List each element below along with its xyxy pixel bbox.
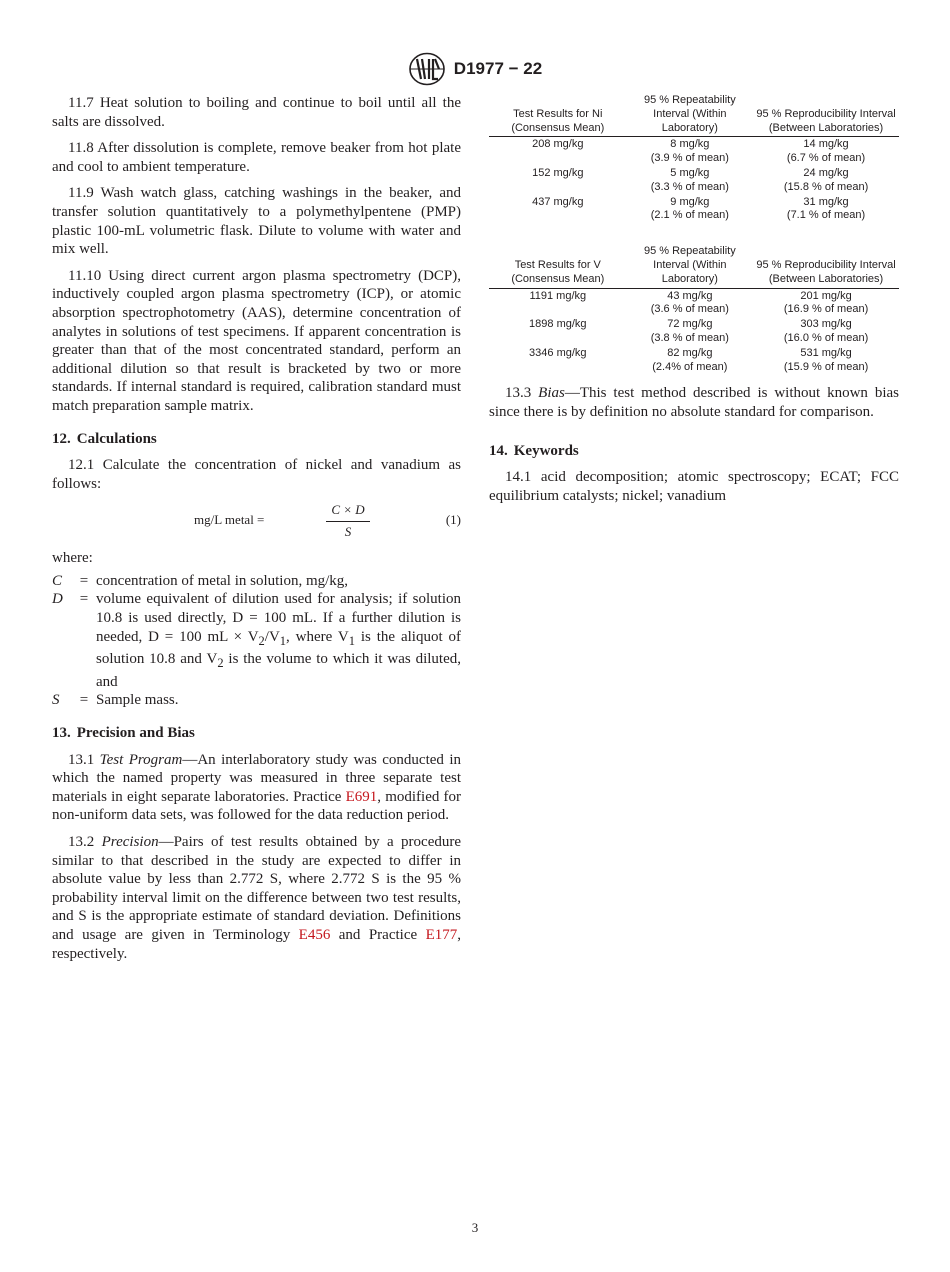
equation-denominator: S bbox=[344, 523, 352, 539]
paragraph-number: 13.2 bbox=[68, 834, 95, 850]
paragraph-label: Test Program bbox=[99, 751, 183, 768]
column-header: 95 % Reproducibility Interval (Between Laboratories) bbox=[753, 94, 899, 137]
column-header: 95 % Repeatability Interval (Within Laboratory) bbox=[627, 245, 754, 288]
mean-cell: 437 mg/kg bbox=[532, 195, 584, 208]
where-item-s bbox=[52, 691, 461, 710]
table-row bbox=[489, 346, 899, 375]
column-header: 95 % Repeatability Interval (Within Laboratory) bbox=[627, 94, 754, 137]
table-row bbox=[489, 288, 899, 317]
nickel-precision-table bbox=[489, 94, 899, 223]
page-header bbox=[0, 52, 950, 86]
value: 5 mg/kg bbox=[670, 166, 710, 179]
symbol-c: C bbox=[52, 572, 63, 589]
value: 31 mg/kg bbox=[803, 195, 849, 208]
value: 72 mg/kg bbox=[667, 318, 713, 331]
percent: (15.8 % of mean) bbox=[783, 180, 869, 193]
value: 24 mg/kg bbox=[803, 166, 849, 179]
percent: (16.0 % of mean) bbox=[783, 331, 869, 344]
paragraph-11-9: 11.9 Wash watch glass, catching washings in the beaker, and transfer solution quantitatively to a polymethylpentene (PMP) plastic 100-mL volumetric flask. Dilute to volume with water and mix well. bbox=[52, 185, 461, 258]
value: 82 mg/kg bbox=[667, 346, 713, 359]
where-label: where: bbox=[52, 550, 93, 567]
paragraph-text: —An interlaboratory study was conducted in which the named property was measured in three separate test materials in eight separate laboratories. Practice bbox=[52, 751, 461, 805]
repeatability-cell bbox=[627, 195, 754, 224]
section-12-title: Calculations bbox=[76, 430, 157, 447]
equation-numerator: C × D bbox=[326, 501, 370, 522]
paragraph-11-10: 11.10 Using direct current argon plasma spectrometry (DCP), inductively coupled argon plasma spectrometry (ICP), or atomic absorption spectrophotometry (AAS), determine concentration of analytes in solutions of test specimens. If apparent concentration is greater than that of the most concentrated standard, perform an additional dilution so that result is bracketed by two or more standards. If internal standard is required, calibration standard must match preparation sample matrix. bbox=[52, 267, 461, 414]
reproducibility-cell bbox=[753, 137, 899, 166]
value: 303 mg/kg bbox=[800, 318, 852, 331]
percent: (3.3 % of mean) bbox=[650, 180, 729, 193]
definition-d-text: /V bbox=[264, 628, 280, 645]
paragraph-11-7: 11.7 Heat solution to boiling and continue to boil until all the salts are dissolved. bbox=[52, 95, 461, 130]
subscript: 1 bbox=[279, 633, 287, 648]
symbol-d: D bbox=[52, 591, 63, 608]
value: 201 mg/kg bbox=[800, 289, 852, 302]
equation-fraction bbox=[326, 501, 370, 541]
definition-s: Sample mass. bbox=[96, 692, 179, 709]
paragraph-text: and Practice bbox=[330, 926, 426, 943]
equation-lhs: mg/L metal = bbox=[194, 512, 265, 528]
mean-cell: 1898 mg/kg bbox=[529, 318, 587, 331]
repeatability-cell bbox=[627, 166, 754, 195]
reproducibility-cell bbox=[753, 288, 899, 317]
percent: (2.1 % of mean) bbox=[650, 209, 729, 222]
symbol-s: S bbox=[52, 692, 60, 709]
section-12-heading bbox=[52, 430, 461, 449]
paragraph-14-1: 14.1 acid decomposition; atomic spectroscopy; ECAT; FCC equilibrium catalysts; nickel; vanadium bbox=[489, 469, 899, 504]
page-number: 3 bbox=[471, 1220, 479, 1235]
table-row bbox=[489, 166, 899, 195]
section-12-number: 12. bbox=[52, 430, 71, 447]
definition-c: concentration of metal in solution, mg/kg, bbox=[96, 572, 349, 589]
column-header: Test Results for V (Consensus Mean) bbox=[489, 245, 627, 288]
repeatability-cell bbox=[627, 288, 754, 317]
link-e177[interactable]: E177 bbox=[425, 926, 458, 943]
definition-d bbox=[96, 590, 461, 691]
paragraph-12-1: 12.1 Calculate the concentration of nickel and vanadium as follows: bbox=[52, 457, 461, 492]
paragraph-number: 13.3 bbox=[505, 385, 532, 402]
definition-d-text: volume equivalent of dilution used for analysis; if solution 10.8 is used directly, D = 100 mL. If a further dilution is needed, D = 100 mL × V bbox=[96, 591, 461, 645]
table-row bbox=[489, 137, 899, 166]
section-14-number: 14. bbox=[489, 442, 508, 459]
table-header-row bbox=[489, 245, 899, 288]
document-id: D1977 − 22 bbox=[453, 59, 543, 78]
percent: (2.4% of mean) bbox=[652, 360, 728, 373]
equals-sign: = bbox=[79, 572, 89, 589]
percent: (15.9 % of mean) bbox=[783, 360, 869, 373]
definition-d-text: is the volume to which it was diluted, and bbox=[96, 651, 461, 690]
subscript: 1 bbox=[348, 633, 355, 648]
astm-logo-icon bbox=[408, 52, 446, 86]
percent: (7.1 % of mean) bbox=[786, 209, 866, 222]
percent: (3.6 % of mean) bbox=[650, 303, 729, 316]
repeatability-cell bbox=[627, 346, 754, 375]
equals-sign: = bbox=[79, 692, 89, 709]
paragraph-text: —Pairs of test results obtained by a procedure similar to that described in the study are expected to differ in absolute value by less than 2.772 S, where 2.772 S is the 95 % probability interval limit on the difference between two test results, and S is the appropriate estimate of standard deviation. Definitions and usage are given in Terminology bbox=[52, 834, 462, 943]
value: 43 mg/kg bbox=[667, 289, 713, 302]
table-row bbox=[489, 195, 899, 224]
section-13-heading bbox=[52, 724, 461, 743]
paragraph-text: , respectively. bbox=[52, 926, 461, 962]
section-13-title: Precision and Bias bbox=[76, 725, 195, 742]
mean-cell: 3346 mg/kg bbox=[529, 346, 587, 359]
percent: (3.8 % of mean) bbox=[650, 331, 729, 344]
reproducibility-cell bbox=[753, 195, 899, 224]
definition-d-text: , where V bbox=[286, 628, 349, 645]
repeatability-cell bbox=[627, 317, 754, 346]
table-header-row bbox=[489, 94, 899, 137]
paragraph-13-1 bbox=[52, 751, 461, 825]
link-e691[interactable]: E691 bbox=[345, 788, 378, 805]
paragraph-11-8: 11.8 After dissolution is complete, remove beaker from hot plate and cool to ambient temperature. bbox=[52, 140, 461, 175]
percent: (3.9 % of mean) bbox=[650, 152, 729, 165]
table-row bbox=[489, 317, 899, 346]
paragraph-13-2 bbox=[52, 833, 461, 963]
mean-cell: 152 mg/kg bbox=[532, 166, 584, 179]
section-14-title: Keywords bbox=[513, 442, 579, 459]
subscript: 2 bbox=[258, 633, 265, 648]
equation-number: (1) bbox=[445, 512, 461, 528]
vanadium-precision-table bbox=[489, 245, 899, 374]
equals-sign: = bbox=[79, 591, 89, 608]
link-e456[interactable]: E456 bbox=[298, 926, 331, 943]
reproducibility-cell bbox=[753, 166, 899, 195]
column-header: Test Results for Ni (Consensus Mean) bbox=[489, 94, 627, 137]
paragraph-label: Precision bbox=[101, 834, 159, 850]
paragraph-13-3 bbox=[489, 384, 899, 421]
right-column bbox=[489, 94, 899, 513]
repeatability-cell bbox=[627, 137, 754, 166]
paragraph-label: Bias bbox=[538, 385, 565, 402]
definition-d-text: is the aliquot of solution 10.8 and V bbox=[96, 628, 461, 668]
percent: (6.7 % of mean) bbox=[786, 152, 866, 165]
paragraph-text: —This test method described is without known bias since there is by definition no absolute standard for comparison. bbox=[489, 385, 899, 420]
reproducibility-cell bbox=[753, 346, 899, 375]
paragraph-number: 13.1 bbox=[68, 751, 95, 768]
section-14-heading bbox=[489, 442, 899, 461]
value: 14 mg/kg bbox=[803, 138, 849, 151]
percent: (16.9 % of mean) bbox=[783, 303, 869, 316]
equation-1 bbox=[52, 501, 461, 541]
column-header: 95 % Reproducibility Interval (Between Laboratories) bbox=[753, 245, 899, 288]
left-column bbox=[52, 94, 461, 971]
value: 9 mg/kg bbox=[670, 195, 710, 208]
paragraph-text: , modified for non-uniform data sets, was followed for the data reduction period. bbox=[52, 788, 462, 824]
mean-cell: 208 mg/kg bbox=[532, 138, 584, 151]
where-item-c bbox=[52, 572, 461, 591]
section-13-number: 13. bbox=[52, 725, 71, 742]
subscript: 2 bbox=[217, 656, 224, 671]
where-item-d bbox=[52, 590, 461, 691]
mean-cell: 1191 mg/kg bbox=[529, 289, 587, 302]
value: 8 mg/kg bbox=[670, 138, 710, 151]
value: 531 mg/kg bbox=[800, 346, 852, 359]
reproducibility-cell bbox=[753, 317, 899, 346]
